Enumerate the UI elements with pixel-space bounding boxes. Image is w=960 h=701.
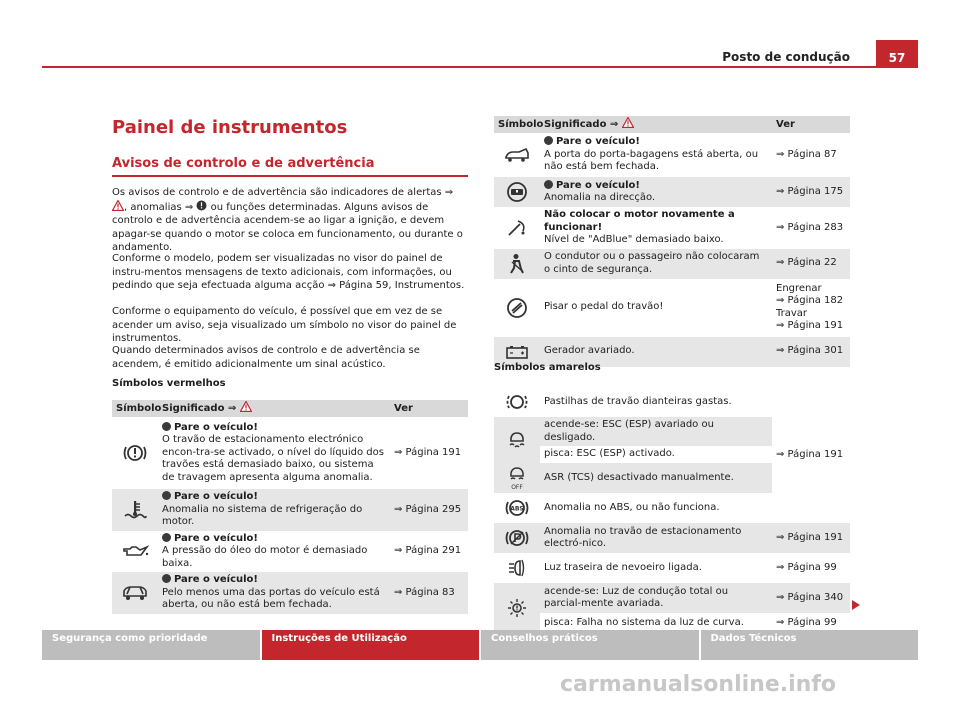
notice-circle-icon [196,200,207,211]
page-ref: ⇒ Página 99 [772,613,850,633]
red-indicator-icon [162,533,171,542]
section-rule [112,175,468,177]
brake-pads-icon [506,392,528,412]
page-ref: Engrenar ⇒ Página 182 Travar ⇒ Página 191 [772,279,850,337]
meaning-text: Gerador avariado. [540,337,772,367]
table-row: Pare o veículo! A pressão do óleo do motor é demasiado baixa. ⇒ Página 291 [112,531,468,573]
red-symbols-table-continued [494,116,850,367]
page-ref: ⇒ Página 301 [772,337,850,367]
seatbelt-icon [507,253,527,275]
paragraph-equipment: Conforme o equipamento do veículo, é possível que em vez de se acender um aviso, seja visualizado um símbolo no visor do painel de instrumentos. [112,306,457,344]
red-symbols-heading: Símbolos vermelhos [112,378,226,389]
table-row [494,279,850,337]
headlight-fault-icon [506,597,528,619]
page-ref: ⇒ Página 191 [772,387,850,523]
page-ref: ⇒ Página 99 [772,553,850,583]
page-ref: ⇒ Página 191 [772,523,850,553]
meaning-text: acende-se: Luz de condução total ou parcial-mente avariada. [540,583,772,613]
brake-warning-icon [123,443,147,463]
col-meaning: Significado ⇒ [158,400,390,417]
red-indicator-icon [162,422,171,431]
running-header: Posto de condução [722,50,850,64]
table-row: Pare o veículo! A porta do porta-bagagens está aberta, ou não está bem fechada. ⇒ Página 87 [494,133,850,177]
col-symbol: Símbolo [494,116,540,133]
table-row: Pare o veículo! Anomalia na direcção. ⇒ Página 175 [494,177,850,207]
footer-tab-safety[interactable]: Segurança como prioridade [42,630,260,660]
section-title: Avisos de controlo e de advertência [112,156,375,171]
red-indicator-icon [162,574,171,583]
meaning-text: ASR (TCS) desactivado manualmente. [540,463,772,493]
page-ref: ⇒ Página 83 [390,572,468,614]
tcs-off-icon [506,465,528,491]
table-row [494,583,850,613]
brake-pedal-icon [506,297,528,319]
footer-tab-tips[interactable]: Conselhos práticos [481,630,699,660]
meaning-text: acende-se: ESC (ESP) avariado ou desligado. [540,417,772,446]
warning-triangle-icon [240,401,252,412]
red-symbols-table [112,400,468,614]
boot-open-icon [504,147,530,163]
oil-can-icon [121,543,149,559]
table-row: Pare o veículo! O travão de estacionamento electrónico encon-tra-se activado, o nível do líquido dos travões está demasiado baixo, ou sistema de travagem apresenta alguma anomalia. ⇒ Página 191 [112,417,468,489]
red-indicator-icon [162,491,171,500]
adblue-icon [506,218,528,238]
table-row [494,249,850,279]
meaning-text: Luz traseira de nevoeiro ligada. [540,553,772,583]
col-symbol: Símbolo [112,400,158,417]
page-ref: ⇒ Página 87 [772,133,850,177]
door-open-icon [122,584,148,602]
col-meaning: Significado ⇒ [540,116,772,133]
warning-triangle-icon [112,200,124,211]
meaning-text: Pastilhas de travão dianteiras gastas. [540,387,772,417]
abs-icon [505,497,529,519]
table-row: Pare o veículo! Anomalia no sistema de refrigeração do motor. ⇒ Página 295 [112,489,468,531]
esc-icon [506,429,528,451]
battery-icon [505,344,529,360]
table-row: Pare o veículo! Pelo menos uma das portas do veículo está aberta, ou não está bem fechada. ⇒ Página 83 [112,572,468,614]
continue-arrow-icon [852,600,860,610]
red-indicator-icon [544,180,553,189]
table-row [494,523,850,553]
intro-paragraph: Os avisos de controlo e de advertência são indicadores de alertas ⇒ , anomalias ⇒ ou funções determinadas. Alguns avisos de controlo e de advertência acendem-se ao ligar a ignição, e devem apagar-se quando o motor se coloca em funcionamento, ou durante o andamento. [112,187,463,253]
page-ref: ⇒ Página 175 [772,177,850,207]
meaning-text: Anomalia no travão de estacionamento electró-nico. [540,523,772,553]
abs-label: ABS [510,505,524,513]
parking-brake-icon [505,527,529,549]
footer-tab-instructions[interactable]: Instruções de Utilização [262,630,480,660]
col-see: Ver [390,400,468,417]
off-label: OFF [511,484,523,491]
paragraph-models: Conforme o modelo, podem ser visualizadas no visor do painel de instru-mentos mensagens de texto adicionais, com informações, ou pedindo que seja efectuada alguma acção ⇒ Página 59, Instrumentos. [112,253,465,291]
page-ref: ⇒ Página 340 [772,583,850,613]
red-indicator-icon [544,136,553,145]
footer-nav [42,630,918,660]
rear-fog-icon [506,558,528,578]
page-ref: ⇒ Página 295 [390,489,468,531]
meaning-text: pisca: ESC (ESP) activado. [540,446,772,463]
page-ref: ⇒ Página 191 [390,417,468,489]
warning-triangle-icon [622,117,634,128]
coolant-icon [123,500,147,520]
paragraph-acoustic: Quando determinados avisos de controlo e de advertência se acendem, é emitido adicionalmente um sinal acústico. [112,345,420,370]
table-row [494,553,850,583]
amber-symbols-heading: Símbolos amarelos [494,362,601,373]
page-ref: ⇒ Página 283 [772,207,850,249]
col-see: Ver [772,116,850,133]
page-ref: ⇒ Página 291 [390,531,468,573]
page-ref: ⇒ Página 22 [772,249,850,279]
page-title: Painel de instrumentos [112,117,348,138]
table-row: Não colocar o motor novamente a funcionar! Nível de "AdBlue" demasiado baixo. ⇒ Página 283 [494,207,850,249]
page-number: 57 [876,40,918,68]
meaning-text: Pisar o pedal do travão! [540,279,772,337]
meaning-text: pisca: Falha no sistema da luz de curva. [540,613,772,633]
meaning-text: O condutor ou o passageiro não colocaram o cinto de segurança. [540,249,772,279]
meaning-text: Anomalia no ABS, ou não funciona. [540,493,772,523]
header-rule [42,66,918,68]
amber-symbols-table [494,387,850,633]
table-row [494,387,850,417]
watermark: carmanualsonline.info [560,672,836,697]
footer-tab-technical[interactable]: Dados Técnicos [701,630,919,660]
power-steering-icon [506,181,528,203]
